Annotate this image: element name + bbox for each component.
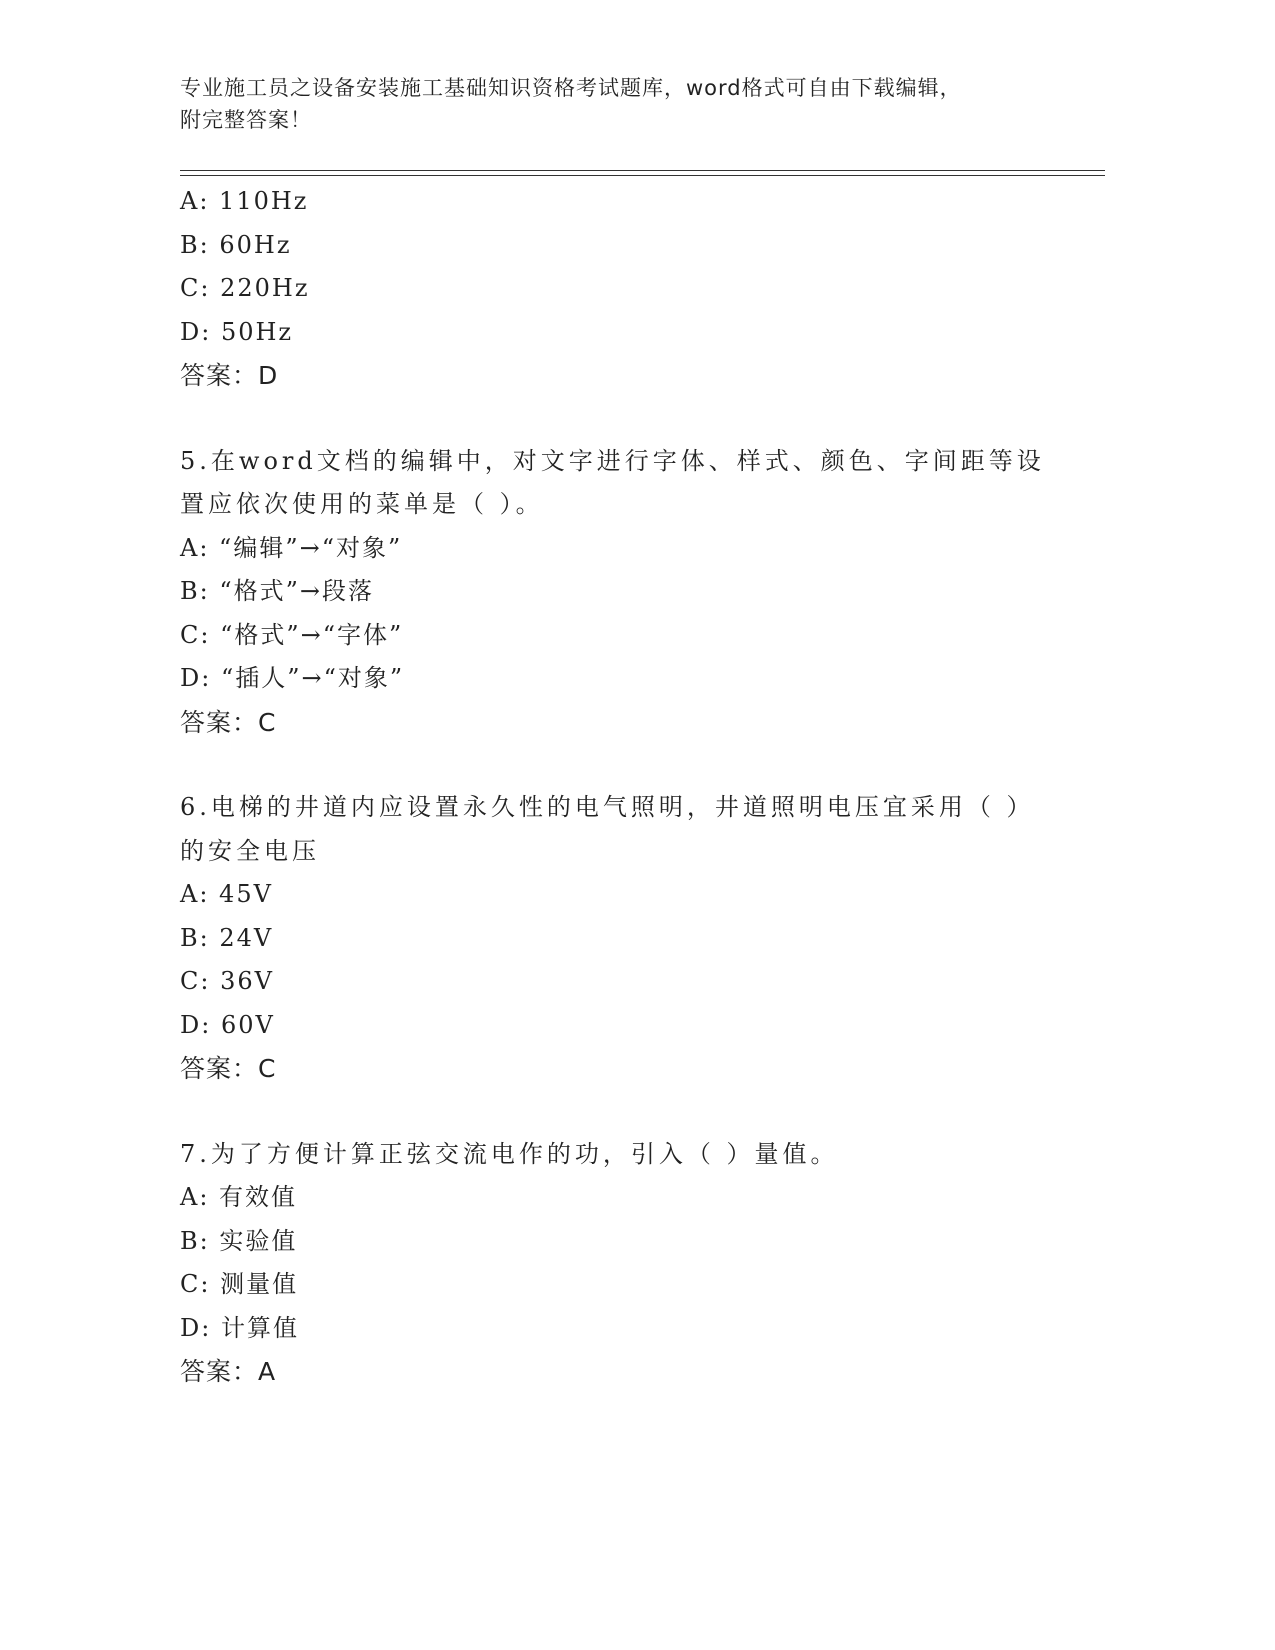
question-4	[180, 180, 1080, 398]
header-divider-bottom	[180, 175, 1105, 176]
spacer	[180, 744, 1080, 786]
option-d: D: “插人”→“对象”	[180, 664, 405, 692]
question-5	[180, 440, 1080, 745]
answer: 答案：C	[180, 707, 277, 737]
header-line-1: 专业施工员之设备安装施工基础知识资格考试题库，word格式可自由下载编辑，	[180, 76, 962, 100]
question-text-line: 7.为了方便计算正弦交流电作的功，引入（ ）量值。	[180, 1139, 839, 1168]
option-a: A: 有效值	[180, 1183, 298, 1211]
option-d: D: 计算值	[180, 1313, 299, 1342]
option-c: C: “格式”→“字体”	[180, 620, 404, 649]
option-a: A: 110Hz	[180, 187, 309, 215]
header-line-2: 附完整答案！	[180, 108, 312, 132]
question-6	[180, 786, 1080, 1091]
question-text-line: 6.电梯的井道内应设置永久性的电气照明，井道照明电压宜采用（ ）	[180, 793, 1035, 821]
option-a: A: “编辑”→“对象”	[180, 533, 403, 562]
question-text-line: 的安全电压	[180, 836, 320, 865]
answer: 答案：A	[180, 1357, 277, 1386]
spacer	[180, 398, 1080, 440]
question-text-line: 5.在word文档的编辑中，对文字进行字体、样式、颜色、字间距等设	[180, 446, 1045, 475]
option-b: B: 24V	[180, 923, 274, 952]
question-list	[180, 180, 1080, 1394]
question-text-line: 置应依次使用的菜单是（ ）。	[180, 490, 544, 518]
document-header	[180, 72, 1060, 136]
question-7	[180, 1133, 1080, 1394]
spacer	[180, 1091, 1080, 1133]
option-d: D: 60V	[180, 1010, 275, 1039]
option-a: A: 45V	[180, 880, 273, 908]
option-c: C: 220Hz	[180, 274, 310, 302]
option-b: B: 实验值	[180, 1226, 298, 1255]
option-b: B: “格式”→段落	[180, 577, 374, 605]
option-c: C: 36V	[180, 967, 274, 995]
option-b: B: 60Hz	[180, 230, 292, 259]
header-divider-top	[180, 170, 1105, 171]
answer: 答案：D	[180, 361, 279, 390]
option-c: C: 测量值	[180, 1270, 299, 1298]
answer: 答案：C	[180, 1054, 277, 1083]
option-d: D: 50Hz	[180, 317, 294, 346]
